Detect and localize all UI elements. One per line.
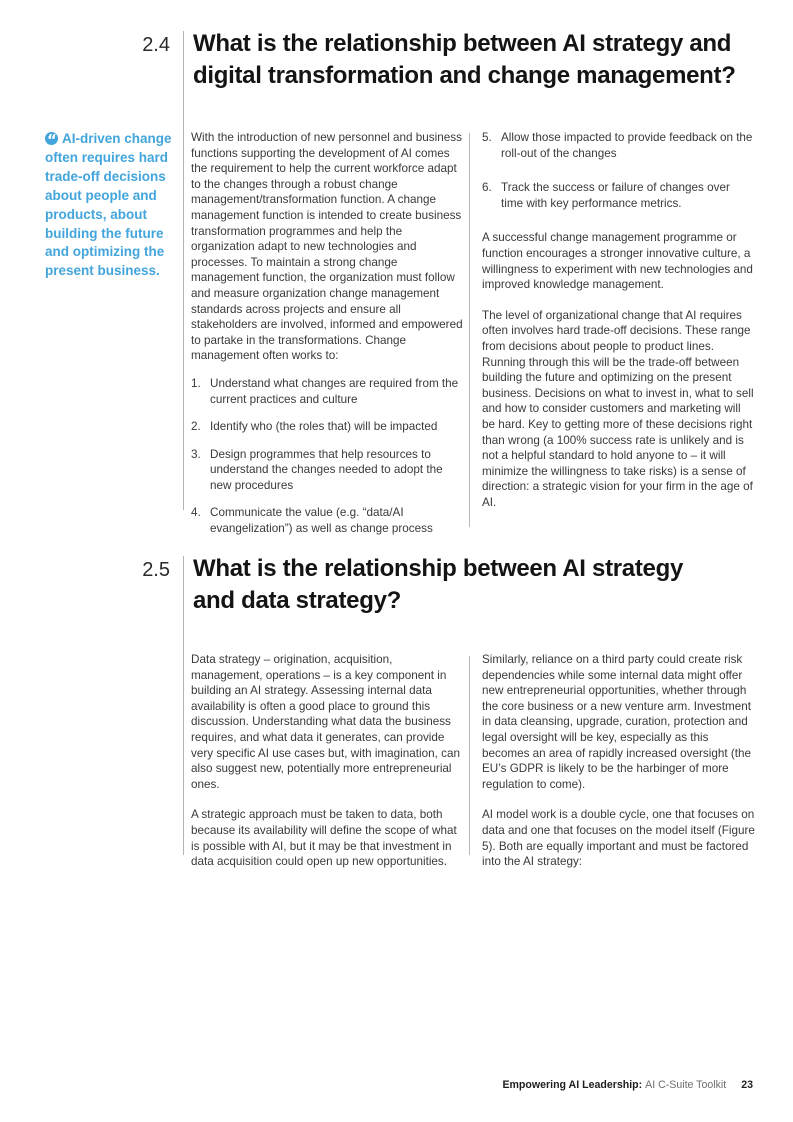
list-item (191, 376, 464, 407)
section-2-4-right-column (482, 130, 755, 525)
list-item-number: 3. (191, 447, 201, 461)
list-item-text: Design programmes that help resources to understand the changes needed to adopt the new procedures (210, 447, 443, 492)
list-item-text: Understand what changes are required from the current practices and culture (210, 376, 459, 406)
paragraph: Data strategy – origination, acquisition, management, operations – is a key component in building an AI strategy. Assessing internal data availability is often a good place to ground this discussion. Understanding what data the business requires, and what data it generates, can provide very specific AI use cases but, with imagination, can also suggest new, potentially more entrepreneurial ones. (191, 653, 460, 791)
paragraph: Similarly, reliance on a third party could create risk dependencies while some internal data might offer new entrepreneurial opportunities, whether through the core business or a new venture arm. Investment in data cleansing, upgrade, curation, protection and legal oversight will be key, especially as this becomes an area of rapidly increased oversight (the EU’s GDPR is likely to be the harbinger of more regulation to come). (482, 653, 751, 791)
column-divider (469, 656, 470, 855)
paragraph: The level of organizational change that AI requires often involves hard trade-off decisions. These range from decisions about people to product lines. Running through this will be the trade-off between building the future and optimizing on the present business. Decisions on what to invest in, what to sell and how to consider customers and marketing will be hard. Key to getting more of these decisions right than wrong (a 100% success rate is unlikely and is not a helpful standard to hold anyone to – it will minimize the willingness to take risks) is a sense of direction: a strategic vision for your firm in the age of AI. (482, 308, 754, 509)
section-2-5-number: 2.5 (142, 559, 170, 581)
paragraph: A successful change management programme or function encourages a stronger innovative culture, a willingness to experiment with new technologies and improved knowledge management. (482, 231, 753, 292)
pull-quote-callout (45, 130, 182, 281)
section-2-5-right-column (482, 652, 755, 885)
list-item-number: 5. (482, 131, 492, 144)
section-2-5-title (193, 553, 683, 616)
list-item (482, 180, 755, 211)
list-item-number: 2. (191, 420, 201, 434)
section-2-4-left-column (191, 130, 464, 549)
section-2-4-title (193, 28, 736, 91)
section-2-5-title-line1: What is the relationship between AI strategy (193, 555, 684, 582)
list-item (482, 130, 755, 161)
list-item (191, 505, 464, 536)
list-item (191, 419, 464, 435)
paragraph: With the introduction of new personnel and business functions supporting the development of AI comes the requirement to help the current workforce adapt to the changes through a robust change management/transformation function. A change management function is intended to create business transformation programmes and help the organization adapt to new technologies and processes. To maintain a strong change management function, the organization must follow and measure organization change management standards across projects and ensure all stakeholders are involved, informed and empowered to partake in the transformations. Change management often works to: (191, 131, 463, 363)
list-item-number: 1. (191, 376, 201, 390)
section-2-4-number: 2.4 (142, 34, 170, 56)
paragraph: AI model work is a double cycle, one that focuses on data and one that focuses on the model itself (Figure 5). Both are equally important and must be factored into the AI strategy: (482, 808, 755, 869)
quote-icon (45, 132, 58, 145)
footer-brand-bold: Empowering AI Leadership: (502, 1079, 643, 1091)
paragraph: A strategic approach must be taken to data, both because its availability will define the scope of what is possible with AI, but it may be that investment in data acquisition could open up new opportunities. (191, 808, 457, 869)
list-item-text: Identify who (the roles that) will be impacted (210, 420, 438, 434)
section-2-4-title-line2: digital transformation and change management? (193, 61, 736, 89)
section-2-5-title-line2: and data strategy? (193, 586, 401, 614)
pull-quote-text: AI-driven change often requires hard trade-off decisions about people and products, about building the future and optimizing the present business. (45, 131, 172, 279)
section-2-4-rule (183, 31, 184, 510)
footer-brand-regular: AI C-Suite Toolkit (645, 1079, 727, 1091)
section-2-5-rule (183, 556, 184, 855)
list-item-number: 6. (482, 181, 492, 195)
page-footer (502, 1079, 753, 1092)
column-divider (469, 133, 470, 527)
section-2-5-left-column (191, 652, 464, 885)
list-item-text: Allow those impacted to provide feedback on the roll-out of the changes (501, 131, 753, 160)
list-item-number: 4. (191, 506, 201, 520)
list-item-text: Track the success or failure of changes over time with key performance metrics. (501, 181, 730, 210)
list-item-text: Communicate the value (e.g. “data/AI evangelization”) as well as change process (210, 506, 433, 536)
page-number: 23 (741, 1079, 753, 1091)
section-2-4-title-line1: What is the relationship between AI strategy and (193, 30, 732, 57)
list-item (191, 447, 464, 494)
